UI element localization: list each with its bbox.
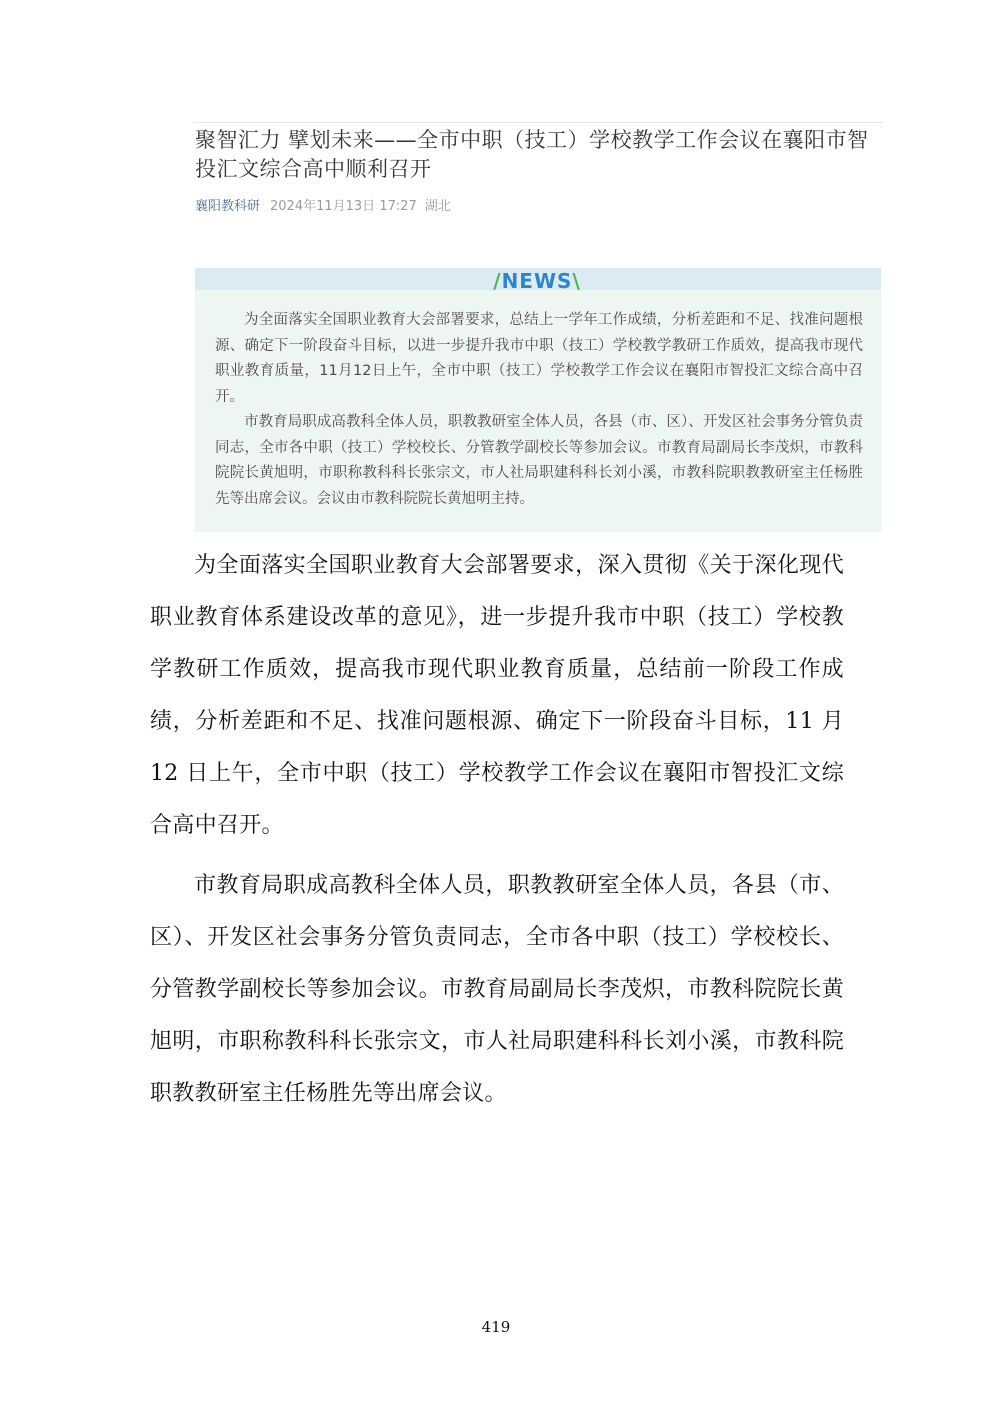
news-paragraph: 为全面落实全国职业教育大会部署要求，总结上一学年工作成绩，分析差距和不足、找准问题根源、确定下一阶段奋斗目标，以进一步提升我市中职（技工）学校教学教研工作质效，提高我市现代职业教育质量，11月12日上午，全市中职（技工）学校教学工作会议在襄阳市智投汇文综合高中召开。 — [215, 312, 863, 405]
body-paragraph: 市教育局职成高教科全体人员，职教教研室全体人员，各县（市、区）、开发区社会事务分管负责同志，全市各中职（技工）学校校长、分管教学副校长等参加会议。市教育局副局长李茂炽，市教科院院长黄旭明，市职称教科科长张宗文，市人社局职建科科长刘小溪，市教科院职教教研室主任杨胜先等出席会议。 — [150, 873, 844, 1106]
body-text — [150, 540, 844, 1120]
article-meta — [195, 198, 451, 216]
body-paragraph: 为全面落实全国职业教育大会部署要求，深入贯彻《关于深化现代职业教育体系建设改革的意见》，进一步提升我市中职（技工）学校教学教研工作质效，提高我市现代职业教育质量，总结前一阶段工作成绩，分析差距和不足、找准问题根源、确定下一阶段奋斗目标，11 月 12 日上午，全市中职（技工）学校教学工作会议在襄阳市智投汇文综合高中召开。 — [150, 553, 844, 838]
news-text — [215, 308, 863, 512]
article-location: 湖北 — [424, 199, 451, 214]
page-number: 419 — [481, 1318, 511, 1336]
article-title: 聚智汇力 擘划未来——全市中职（技工）学校教学工作会议在襄阳市智投汇文综合高中顺利召开 — [195, 128, 869, 181]
news-logo: /NEWS\ — [493, 269, 581, 293]
news-box — [195, 268, 881, 532]
divider — [193, 122, 883, 123]
article-screenshot — [193, 118, 883, 538]
article-datetime: 2024年11月13日 17:27 — [270, 199, 417, 214]
article-source[interactable]: 襄阳教科研 — [195, 199, 261, 214]
news-paragraph: 市教育局职成高教科全体人员，职教教研室全体人员，各县（市、区）、开发区社会事务分管负责同志，全市各中职（技工）学校校长、分管教学副校长等参加会议。市教育局副局长李茂炽，市教科院院长黄旭明，市职称教科科长张宗文，市人社局职建科科长刘小溪，市教科院职教教研室主任杨胜先等出席会议。会议由市教科院院长黄旭明主持。 — [215, 414, 863, 507]
